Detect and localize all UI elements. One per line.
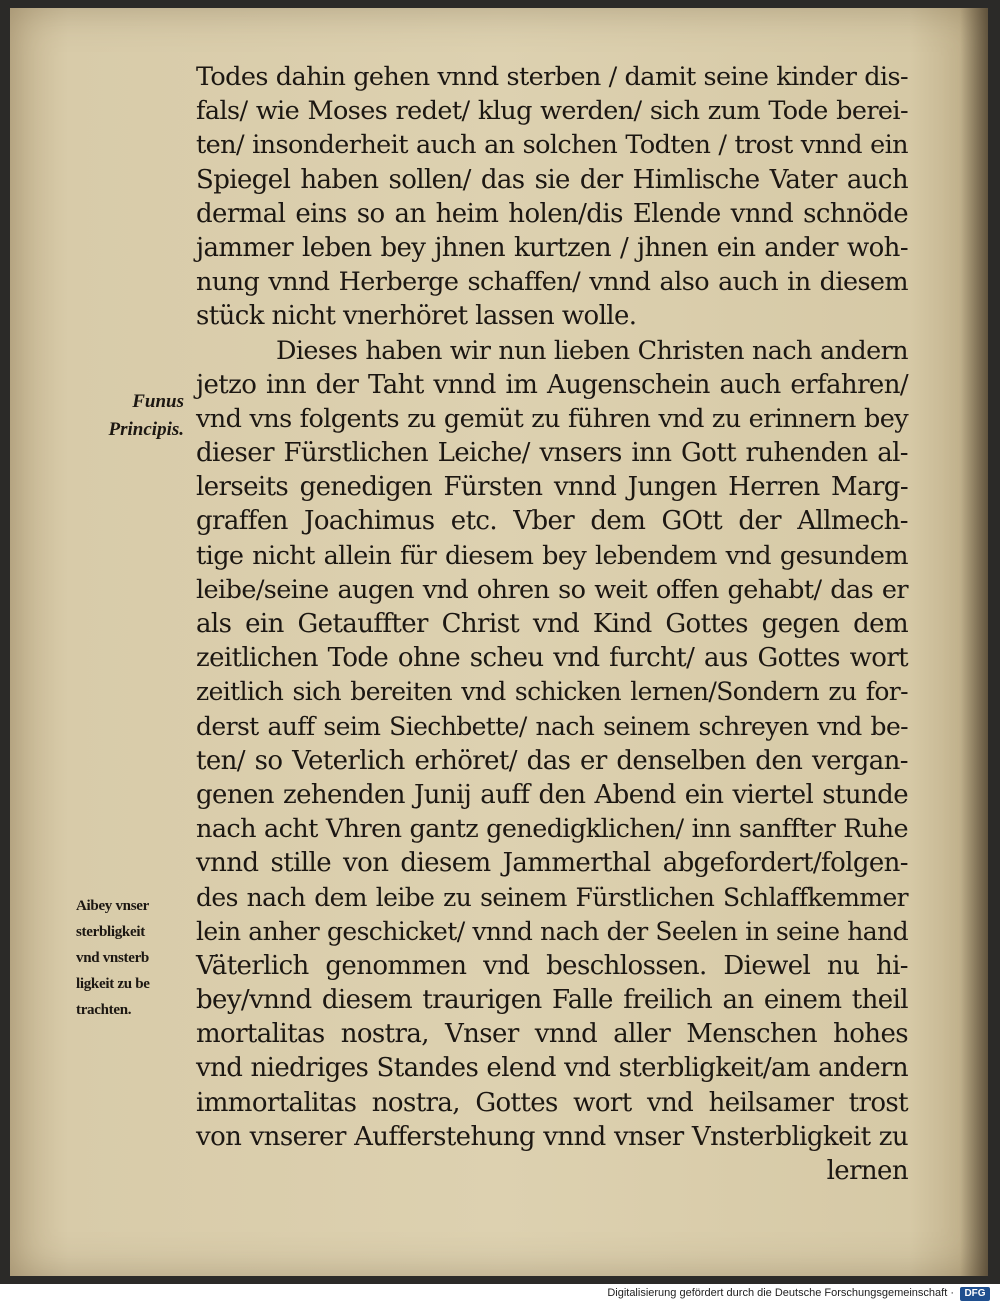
text-line: des nach dem leibe zu seinem Fürstlichen Schlaffkemmer bbox=[196, 882, 908, 912]
text-line: bey/vnnd diesem traurigen Falle freilich an einem theil bbox=[196, 985, 908, 1016]
dfg-logo: DFG bbox=[960, 1287, 990, 1301]
text-line: als ein Getauffter Christ vnd Kind Gottes gegen dem bbox=[196, 609, 908, 639]
margin-note-line: Principis. bbox=[108, 419, 184, 440]
text-line: zeitlich sich bereiten vnd schicken lernen/Sondern zu for- bbox=[196, 677, 908, 707]
text-line: Spiegel haben sollen/ das sie der Himlische Vater auch bbox=[196, 164, 908, 195]
text-line: Dieses haben wir nun lieben Christen nach andern bbox=[276, 335, 908, 366]
margin-note-line: sterbligkeit bbox=[76, 924, 145, 940]
text-line: derst auff seim Siechbette/ nach seinem schreyen vnd be- bbox=[196, 711, 908, 741]
text-line: fals/ wie Moses redet/ klug werden/ sich zum Tode berei- bbox=[196, 96, 908, 127]
catchword: lernen bbox=[826, 1156, 908, 1186]
text-line: nung vnnd Herberge schaffen/ vnnd also auch in diesem bbox=[196, 267, 908, 298]
text-line: dermal eins so an heim holen/dis Elende vnnd schnöde bbox=[196, 198, 908, 229]
margin-note-line: Funus bbox=[132, 391, 184, 412]
footer-credit: Digitalisierung gefördert durch die Deutsche Forschungsgemeinschaft · bbox=[607, 1287, 954, 1299]
text-line: nach acht Vhren gantz genedigklichen/ inn sanffter Ruhe bbox=[196, 814, 908, 845]
text-line: ten/ so Veterlich erhöret/ das er denselben den vergan- bbox=[196, 745, 908, 776]
text-line: tige nicht allein für diesem bey lebendem vnd gesundem bbox=[196, 540, 908, 571]
text-line: vnnd stille von diesem Jammerthal abgefordert/folgen- bbox=[196, 848, 908, 879]
text-line: vnd vns folgents zu gemüt zu führen vnd zu erinnern bey bbox=[196, 403, 908, 434]
margin-note-line: trachten. bbox=[76, 1002, 132, 1018]
footer-bar bbox=[0, 1284, 1000, 1305]
text-line: lein anher geschicket/ vnnd nach der Seelen in seine hand bbox=[196, 916, 908, 946]
text-line: genen zehenden Junij auff den Abend ein viertel stunde bbox=[196, 779, 908, 810]
text-line: mortalitas nostra, Vnser vnnd aller Menschen hohes bbox=[196, 1019, 908, 1050]
text-line: Todes dahin gehen vnnd sterben / damit seine kinder dis- bbox=[196, 62, 908, 92]
text-line: zeitlichen Tode ohne scheu vnd furcht/ aus Gottes wort bbox=[196, 643, 908, 674]
text-line: von vnserer Aufferstehung vnnd vnser Vnsterbligkeit zu bbox=[196, 1121, 908, 1152]
margin-note-funus bbox=[72, 388, 184, 444]
margin-note-line: Aibey vnser bbox=[76, 898, 149, 914]
text-line: Väterlich genommen vnd beschlossen. Diewel nu hi- bbox=[196, 950, 908, 981]
text-line: lerseits genedigen Fürsten vnnd Jungen Herren Marg- bbox=[196, 472, 908, 503]
text-line: jetzo inn der Taht vnnd im Augenschein auch erfahren/ bbox=[196, 369, 908, 400]
text-line: ten/ insonderheit auch an solchen Todten / trost vnnd ein bbox=[196, 130, 908, 161]
margin-note-line: ligkeit zu be bbox=[76, 976, 150, 992]
main-text-block bbox=[196, 60, 908, 1188]
text-line: graffen Joachimus etc. Vber dem GOtt der Allmech- bbox=[196, 506, 908, 537]
text-line: immortalitas nostra, Gottes wort vnd heilsamer trost bbox=[196, 1087, 908, 1118]
margin-note-line: vnd vnsterb bbox=[76, 950, 149, 966]
text-line: leibe/seine augen vnd ohren so weit offen gehabt/ das er bbox=[196, 574, 908, 605]
text-line: stück nicht vnerhöret lassen wolle. bbox=[196, 301, 637, 332]
text-line: dieser Fürstlichen Leiche/ vnsers inn Gott ruhenden al- bbox=[196, 438, 908, 469]
margin-note-sterblichkeit bbox=[76, 893, 188, 1023]
text-line: vnd niedriges Standes elend vnd sterbligkeit/am andern bbox=[196, 1053, 908, 1084]
page-spine-shadow bbox=[960, 8, 988, 1276]
text-line: jammer leben bey jhnen kurtzen / jhnen ein ander woh- bbox=[196, 232, 908, 263]
